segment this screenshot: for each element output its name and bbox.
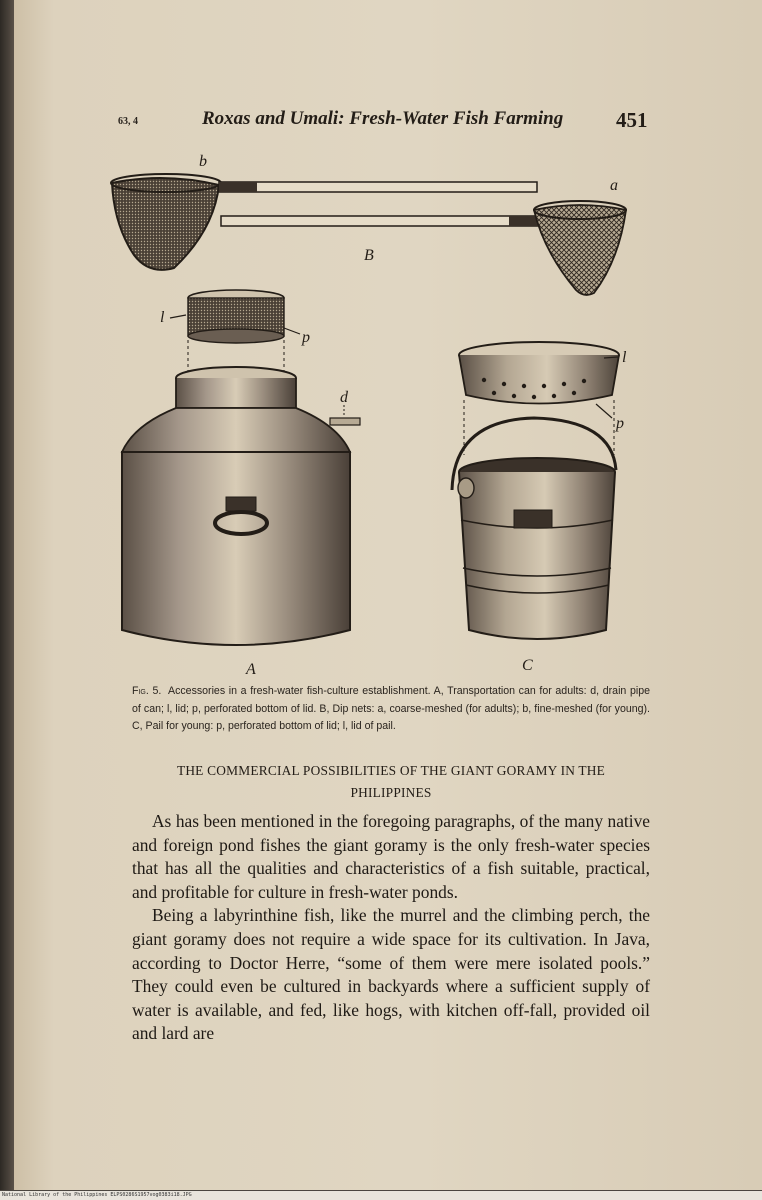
paragraph [132,904,650,1046]
dip-net-a [221,201,626,295]
figure-5-illustration [14,0,762,680]
label-b: b [199,153,207,170]
label-A: A [246,661,256,678]
leader-l-A [170,315,186,318]
label-l-C: l [622,349,627,366]
body-text [132,810,650,1046]
figure-caption [132,683,650,736]
figure-caption-label: Fig. 5. [132,685,162,697]
scanned-page [14,0,762,1190]
volume-issue: 63, 4 [118,116,138,127]
label-a: a [610,177,618,194]
label-B: B [364,247,374,264]
leader-p-C [596,404,612,418]
leader-p-A [284,328,300,334]
label-p-C: p [616,415,624,432]
paragraph-text: As has been mentioned in the foregoing paragraphs, of the many native and foreign pond fishes the giant goramy is the only fresh-water species that has all the qualities and characteristics of a fish suitable, practical, and profitable for culture in fresh-water ponds. [132,811,650,902]
paragraph-text: Being a labyrinthine fish, like the murrel and the climbing perch, the giant goramy does not require a wide space for its cultivation. In Java, according to Doctor Herre, “some of them were mere isolated pools.” They could even be cultured in backyards where a sufficient supply of water is available, and fed, like hogs, with kitchen off-fall, provided oil and lard are [132,905,650,1044]
book-gutter [0,0,14,1190]
label-p-A: p [302,329,310,346]
label-C: C [522,657,533,674]
figure-caption-text: Accessories in a fresh-water fish-culture establishment. A, Transportation can for adults: d, drain pipe of can; l, lid; p, perforated bottom of lid. B, Dip nets: a, coarse-meshed (for adults); b, fine-meshed (for young). C, Pail for young: p, perforated bottom of lid; l, lid of pail. [132,685,650,732]
running-title: Roxas and Umali: Fresh-Water Fish Farming [202,108,564,129]
label-d: d [340,389,348,406]
transport-can-A [122,290,360,645]
scan-footer: National Library of the Philippines ELPS0286S1957vog0383i18.JPG [0,1191,762,1200]
section-heading: THE COMMERCIAL POSSIBILITIES OF THE GIANT GORAMY IN THE PHILIPPINES [176,763,606,800]
paragraph [132,810,650,904]
page-number: 451 [616,108,648,132]
pail-C [452,342,619,639]
label-l-A: l [160,309,165,326]
